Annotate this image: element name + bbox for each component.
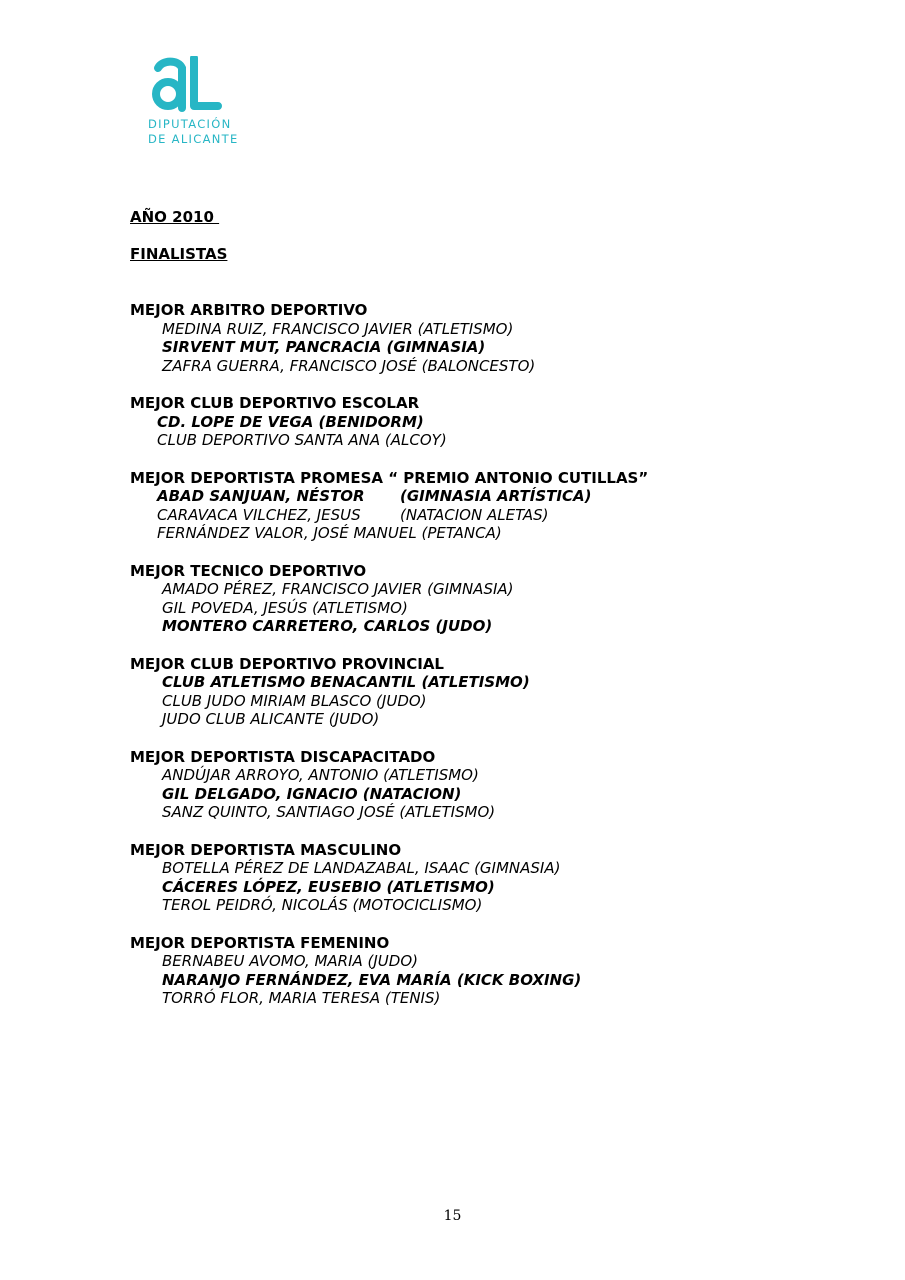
- finalists-title: FINALISTAS: [130, 245, 228, 263]
- finalist-name: CARAVACA VILCHEZ, JESUS: [157, 505, 361, 524]
- finalist-entry: BERNABEU AVOMO, MARIA (JUDO): [162, 952, 418, 970]
- category-title: MEJOR CLUB DEPORTIVO ESCOLAR: [130, 394, 420, 412]
- category-section: [130, 841, 830, 915]
- finalist-entry: FERNÁNDEZ VALOR, JOSÉ MANUEL (PETANCA): [157, 524, 502, 542]
- finalist-entry: [130, 506, 830, 525]
- category-section: [130, 562, 830, 636]
- finalist-entry: MEDINA RUIZ, FRANCISCO JAVIER (ATLETISMO): [162, 319, 514, 338]
- logo-mark-icon: [148, 56, 222, 114]
- category-title: MEJOR DEPORTISTA FEMENINO: [130, 933, 390, 952]
- finalist-entry: GIL POVEDA, JESÚS (ATLETISMO): [162, 598, 408, 617]
- finalist-sport: (NATACION ALETAS): [400, 505, 549, 524]
- finalist-entry: ANDÚJAR ARROYO, ANTONIO (ATLETISMO): [162, 766, 479, 784]
- winner-entry: MONTERO CARRETERO, CARLOS (JUDO): [162, 617, 493, 635]
- category-section: [130, 301, 830, 375]
- finalist-entry: JUDO CLUB ALICANTE (JUDO): [162, 710, 380, 728]
- category-title: MEJOR ARBITRO DEPORTIVO: [130, 301, 368, 319]
- category-section: [130, 934, 830, 1008]
- category-title: MEJOR TECNICO DEPORTIVO: [130, 561, 367, 580]
- logo-line-1: DIPUTACIÓN: [148, 117, 232, 131]
- winner-entry: CLUB ATLETISMO BENACANTIL (ATLETISMO): [162, 673, 530, 691]
- logo-line-2: DE ALICANTE: [148, 132, 239, 146]
- category-section: [130, 748, 830, 822]
- winner-entry: NARANJO FERNÁNDEZ, EVA MARÍA (KICK BOXING): [162, 970, 582, 989]
- finalist-sport: (GIMNASIA ARTÍSTICA): [400, 487, 592, 505]
- document-body: [130, 208, 830, 1027]
- finalist-entry: CLUB DEPORTIVO SANTA ANA (ALCOY): [157, 431, 447, 449]
- finalist-entry: AMADO PÉREZ, FRANCISCO JAVIER (GIMNASIA): [162, 580, 514, 598]
- year-title: AÑO 2010: [130, 208, 220, 226]
- category-section: [130, 655, 830, 729]
- category-section: [130, 394, 830, 450]
- finalist-entry: TEROL PEIDRÓ, NICOLÁS (MOTOCICLISMO): [162, 896, 483, 914]
- finalist-entry: ZAFRA GUERRA, FRANCISCO JOSÉ (BALONCESTO): [162, 356, 536, 375]
- finalist-entry: BOTELLA PÉREZ DE LANDAZABAL, ISAAC (GIMNASIA): [162, 859, 561, 877]
- category-title: MEJOR CLUB DEPORTIVO PROVINCIAL: [130, 654, 444, 673]
- category-title: MEJOR DEPORTISTA MASCULINO: [130, 840, 402, 859]
- page-number: 15: [443, 1208, 462, 1224]
- winner-entry: [130, 487, 830, 506]
- winner-entry: CÁCERES LÓPEZ, EUSEBIO (ATLETISMO): [162, 877, 495, 896]
- category-section: [130, 469, 830, 543]
- finalist-entry: TORRÓ FLOR, MARIA TERESA (TENIS): [162, 989, 441, 1007]
- diputacion-alicante-logo: [148, 56, 258, 147]
- finalist-entry: CLUB JUDO MIRIAM BLASCO (JUDO): [162, 691, 427, 710]
- finalist-name: ABAD SANJUAN, NÉSTOR: [157, 487, 365, 505]
- finalist-entry: SANZ QUINTO, SANTIAGO JOSÉ (ATLETISMO): [162, 803, 496, 821]
- winner-entry: GIL DELGADO, IGNACIO (NATACION): [162, 784, 462, 803]
- winner-entry: SIRVENT MUT, PANCRACIA (GIMNASIA): [162, 338, 486, 356]
- category-title: MEJOR DEPORTISTA DISCAPACITADO: [130, 747, 436, 766]
- winner-entry: CD. LOPE DE VEGA (BENIDORM): [157, 412, 424, 431]
- category-title: MEJOR DEPORTISTA PROMESA “ PREMIO ANTONIO CUTILLAS”: [130, 468, 649, 487]
